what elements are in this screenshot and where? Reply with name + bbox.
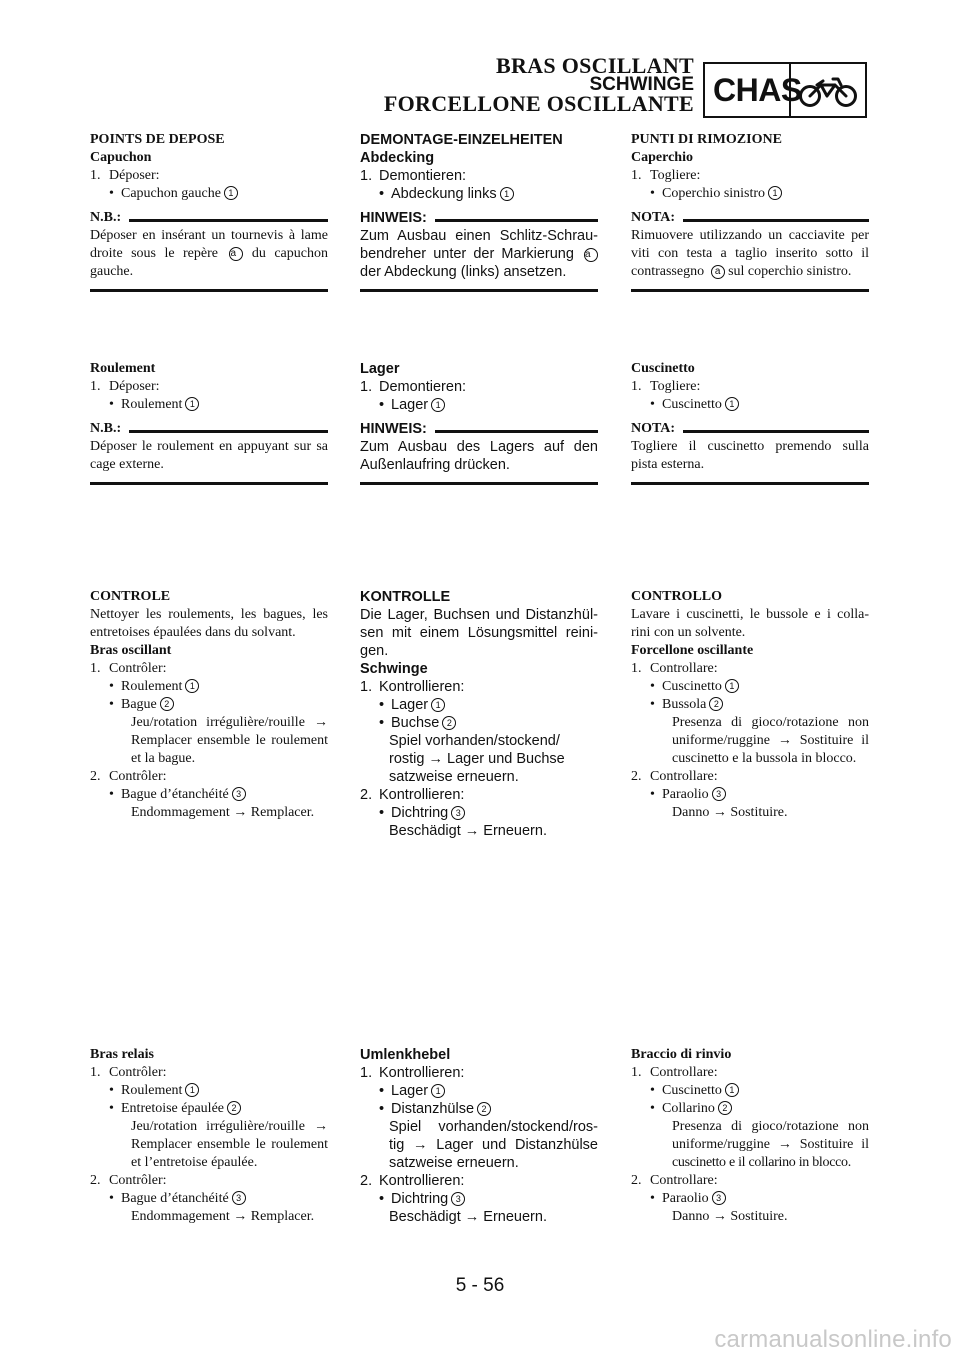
relay-section-it: Braccio di rinvio 1. Controllare: • Cuscinetto 1 • Collarino 2 Presenza di gioco/rotazione non uniforme/ruggine → Sostituire il cuscinetto e il collarino in blocco. 2. Controllare: • Paraolio 3 Danno → Sostituire. [631,1047,869,1224]
list-item: • Capuchon gauche 1 [90,185,328,203]
page-number: 5 - 56 [455,1275,505,1296]
note-box: N.B.: Déposer le roulement en appuyant sur sa cage externe. [90,420,328,485]
list-item: • Bague 2 [90,696,328,714]
list-item: • Entretoise épaulée 2 [90,1100,328,1118]
relay-section-de: Umlenkhebel 1. Kontrollieren: • Lager 1 • Distanzhülse 2 Spiel vorhanden/stockend/ros- tig → Lager und Distanzhülse satzweise erneuern. 2. Kontrollieren: • Dichtring 3 Beschädigt → Erneuern. [360,1047,598,1225]
step: 1. Déposer: [90,168,160,183]
list-item: • Bague d’étanchéité 3 [90,786,328,804]
motorcycle-icon [789,64,865,116]
list-item: • Lager 1 [360,396,598,414]
note-box: HINWEIS: Zum Ausbau des Lagers auf den Außenlaufring drücken. [360,420,598,485]
note-label: N.B.: [90,210,122,225]
removal-section-it: PUNTI DI RIMOZIONE Caperchio 1. Togliere: • Coperchio sinistro 1 NOTA: Rimuovere utilizzando un cacciavite per viti con testa a taglio inserito sotto il contrassegno a sul coperchio sinistro. [631,131,869,292]
list-item: • Roulement 1 [90,1082,328,1100]
list-item: • Lager 1 [360,1082,598,1100]
list-item: • Paraolio 3 [631,786,869,804]
check-section-fr: CONTROLE Nettoyer les roulements, les bagues, les entretoises épaulées dans du solvant. Bras oscillant 1. Contrôler: • Roulement 1 • Bague 2 Jeu/rotation irrégulière/rouille → Remplacer ensemble le roulement et la bague. 2. Contrôler: • Bague d’étanchéité 3 Endommagement → Remplacer. [90,589,328,820]
list-item: • Coperchio sinistro 1 [631,185,869,203]
list-item: • Bague d’étanchéité 3 [90,1190,328,1208]
title-it: FORCELLONE OSCILLANTE [383,91,694,116]
list-item: • Cuscinetto 1 [631,1082,869,1100]
list-item: • Cuscinetto 1 [631,678,869,696]
note-box: HINWEIS: Zum Ausbau einen Schlitz-Schrau- bendreher unter der Markierung a der Abdeckung (links) ansetzen. [360,209,598,292]
list-item: • Bussola 2 [631,696,869,714]
heading: POINTS DE DEPOSE [90,132,225,147]
list-item: • Dichtring 3 [360,804,598,822]
list-item: • Dichtring 3 [360,1190,598,1208]
page-header [383,53,694,116]
bearing-section-de: Lager 1. Demontieren: • Lager 1 HINWEIS: Zum Ausbau des Lagers auf den Außenlaufring drücken. [360,360,598,485]
title-de: SCHWINGE [589,74,694,95]
list-item: • Cuscinetto 1 [631,396,869,414]
subheading: Capuchon [90,150,152,165]
check-section-it: CONTROLLO Lavare i cuscinetti, le bussole e i colla- rini con un solvente. Forcellone oscillante 1. Controllare: • Cuscinetto 1 • Bussola 2 Presenza di gioco/rotazione non uniforme/ruggine → Sostituire il cuscinetto e la bussola in blocco. 2. Controllare: • Paraolio 3 Danno → Sostituire. [631,589,869,820]
relay-section-fr: Bras relais 1. Contrôler: • Roulement 1 • Entretoise épaulée 2 Jeu/rotation irrégulière/rouille → Remplacer ensemble le roulement et l’entretoise épaulée. 2. Contrôler: • Bague d’étanchéité 3 Endommagement → Remplacer. [90,1047,328,1224]
check-section-de: KONTROLLE Die Lager, Buchsen und Distanzhül- sen mit einem Lösungsmittel reini- gen. Schwinge 1. Kontrollieren: • Lager 1 • Buchse 2 Spiel vorhanden/stockend/ rostig → Lager und Buchse satzweise erneuern. 2. Kontrollieren: • Dichtring 3 Beschädigt → Erneuern. [360,589,598,839]
list-item: • Collarino 2 [631,1100,869,1118]
section-label: CHAS [713,71,802,108]
bearing-section-fr: Roulement 1. Déposer: • Roulement 1 N.B.: Déposer le roulement en appuyant sur sa cage externe. [90,360,328,485]
list-item: • Roulement 1 [90,678,328,696]
list-item: • Lager 1 [360,696,598,714]
list-item: • Paraolio 3 [631,1190,869,1208]
list-item: • Distanzhülse 2 [360,1100,598,1118]
list-item: • Abdeckung links 1 [360,185,598,203]
callout-1: 1 [224,186,238,200]
removal-section-fr [90,131,328,292]
note-box: NOTA: Rimuovere utilizzando un cacciavite per viti con testa a taglio inserito sotto il contrassegno a sul coperchio sinistro. [631,209,869,292]
callout-a: a [229,247,243,261]
note-box: NOTA: Togliere il cuscinetto premendo sulla pista esterna. [631,420,869,485]
note-box: N.B.: Déposer en insérant un tournevis à lame droite sous le repère a du capuchon gauche. [90,209,328,292]
removal-section-de: DEMONTAGE-EINZELHEITEN Abdecking 1. Demontieren: • Abdeckung links 1 HINWEIS: Zum Ausbau einen Schlitz-Schrau- bendreher unter der Markierung a der Abdeckung (links) ansetzen. [360,131,598,292]
list-item: • Buchse 2 [360,714,598,732]
section-badge [703,62,867,118]
watermark: carmanualsonline.info [714,1326,952,1353]
bearing-section-it: Cuscinetto 1. Togliere: • Cuscinetto 1 NOTA: Togliere il cuscinetto premendo sulla pista esterna. [631,360,869,485]
list-item: • Roulement 1 [90,396,328,414]
title-fr: BRAS OSCILLANT [496,53,694,78]
